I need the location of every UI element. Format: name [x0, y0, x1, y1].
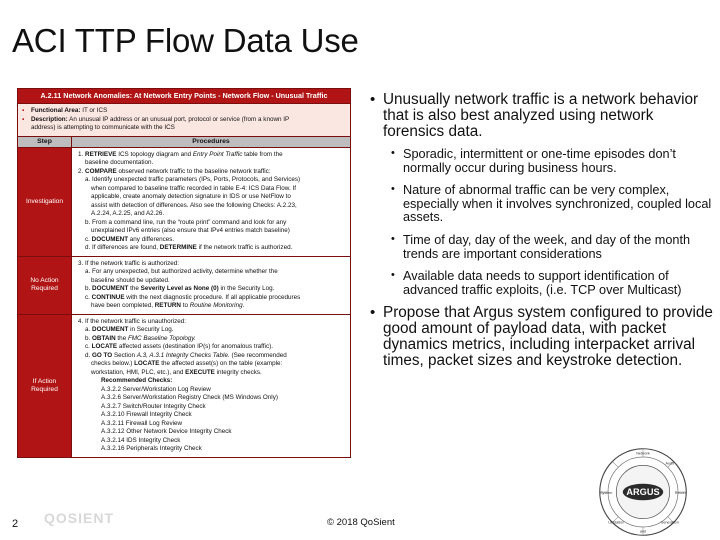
proc-line: a. DOCUMENT in Security Log. [85, 326, 174, 333]
proc-line: 1. RETRIEVE ICS topology diagram and Entry Point Traffic table from the [78, 150, 283, 158]
proc-line: unexplained IPv6 entries (also ensure that IPv4 entries match baseline) [91, 227, 290, 234]
col-procedures: Procedures [192, 137, 230, 145]
proc-line: A.2.24, A.2.25, and A2.26. [91, 210, 165, 217]
proc-line: A.3.2.2 Server/Workstation Log Review [101, 385, 211, 393]
proc-line: d. GO TO Section A.3, A.3.1 Integrity Checks Table. (See recommended [85, 351, 287, 359]
proc-line: 4. If the network traffic is unauthorized: [78, 317, 187, 325]
table-meta [18, 103, 350, 136]
bullet-level1: • Unusually network traffic is a network behavior that is also best analyzed using network forensics data. [370, 91, 699, 140]
table-heading: A.2.11 Network Anomalies: At Network Entry Points - Network Flow - Unusual Traffic [18, 89, 350, 103]
proc-line: b. From a command line, run the “route print” command and look for any [85, 218, 287, 226]
proc-line: workstation, HMI, PLC, etc.), and EXECUTE integrity checks. [91, 368, 262, 376]
proc-line: a. For any unexpected, but authorized activity, determine whether the [85, 268, 278, 275]
proc-line: 3. If the network traffic is authorized: [78, 259, 180, 267]
proc-line: c. CONTINUE with the next diagnostic procedure. If all applicable procedures [85, 293, 301, 301]
proc-line: checks below.) LOCATE the affected asset(s) on the table (example: [91, 360, 283, 367]
logo-ring-word: and [639, 529, 647, 534]
logo-ring-word: Audit [665, 461, 674, 466]
step-investigation: Investigation [18, 148, 72, 256]
proc-line: Recommended Checks: [101, 377, 173, 384]
proc-line: assist with detection of differences. Also see the following Checks: A.2.23, [91, 201, 297, 209]
page-number: 2 [12, 518, 19, 530]
procedures-if-action [72, 315, 350, 457]
procedures-no-action [72, 257, 350, 314]
step-no-action: No Action Required [18, 257, 72, 314]
procedures-investigation [72, 148, 350, 256]
bullet-level1: • Propose that Argus system configured to provide good amount of payload data, with packet dynamics metrics, including interpacket arrival times, packet sizes and keystroke detection. [370, 304, 713, 370]
proc-line: A.3.2.6 Server/Workstation Registry Check (MS Windows Only) [101, 394, 278, 401]
table-row-investigation [18, 147, 350, 256]
bullet-list [370, 92, 715, 369]
logo-ring-word: Utilization [608, 520, 625, 525]
proc-line: A.3.2.10 Firewall Integrity Check [101, 411, 192, 418]
logo-text: ARGUS [626, 487, 660, 498]
copyright: © 2018 QoSient [327, 517, 395, 528]
proc-line: A.3.2.16 Peripherals Integrity Check [101, 445, 202, 452]
logo-ring-word: Generation [660, 520, 679, 525]
logo-ring-word: Record [674, 490, 687, 495]
proc-line: applicable, create anomaly detection signature in IDS or use NetFlow to [91, 193, 291, 200]
bullet-level2: • Time of day, day of the week, and day of the month trends are important considerations [391, 232, 691, 261]
proc-line: A.3.2.14 IDS Integrity Check [101, 436, 181, 444]
proc-line: c. LOCATE affected assets (destination IP(s) for anomalous traffic). [85, 343, 273, 350]
table-column-headers [18, 136, 350, 147]
proc-line: when compared to baseline traffic recorded in table E-4: ICS Data Flow. If [91, 184, 296, 192]
slide-title: ACI TTP Flow Data Use [12, 22, 359, 59]
proc-line: b. OBTAIN the FMC Baseline Topology. [85, 334, 196, 342]
bullet-level2: • Nature of abnormal traffic can be very complex, especially when it involves synchronized, coupled local assets. [391, 183, 712, 225]
table-row-no-action [18, 256, 350, 314]
proc-line: A.3.2.12 Other Network Device Integrity Check [101, 428, 232, 435]
meta-description-cont: address) is attempting to communicate with the ICS [31, 124, 175, 131]
col-step: Step [18, 137, 72, 147]
proc-line: d. If differences are found, DETERMINE if the network traffic is authorized. [85, 244, 293, 251]
argus-logo [597, 446, 689, 538]
step-if-action: If Action Required [18, 315, 72, 457]
proc-line: A.3.2.7 Switch/Router Integrity Check [101, 402, 206, 410]
meta-functional-area: ▪ Functional Area: IT or ICS [22, 107, 346, 116]
qosient-footer-logo: QOSIENT [44, 510, 115, 526]
logo-ring-word: System [600, 490, 613, 495]
proc-line: a. Identify unexpected traffic parameters (IPs, Ports, Protocols, and Services) [85, 176, 301, 183]
table-row-if-action [18, 314, 350, 457]
proc-line: 2. COMPARE observed network traffic to the baseline network traffic: [78, 167, 271, 175]
proc-line: have been completed, RETURN to Routine Monitoring. [91, 302, 245, 309]
proc-line: A.3.2.11 Firewall Log Review [101, 419, 183, 427]
ttp-table [17, 88, 351, 458]
proc-line: b. DOCUMENT the Severity Level as None (0) in the Security Log. [85, 285, 275, 292]
proc-line: baseline documentation. [85, 159, 154, 166]
logo-ring-word: Network [636, 451, 650, 456]
meta-description: ▪ Description: An unusual IP address or an unusual port, protocol or service (from a known IP [22, 116, 346, 125]
bullet-level2: • Available data needs to support identification of advanced traffic exploits, (i.e. TCP over Multicast) [391, 269, 682, 297]
proc-line: baseline should be updated. [91, 276, 170, 284]
proc-line: c. DOCUMENT any differences. [85, 235, 175, 243]
bullet-level2: • Sporadic, intermittent or one-time episodes don’t normally occur during business hours. [391, 147, 676, 175]
